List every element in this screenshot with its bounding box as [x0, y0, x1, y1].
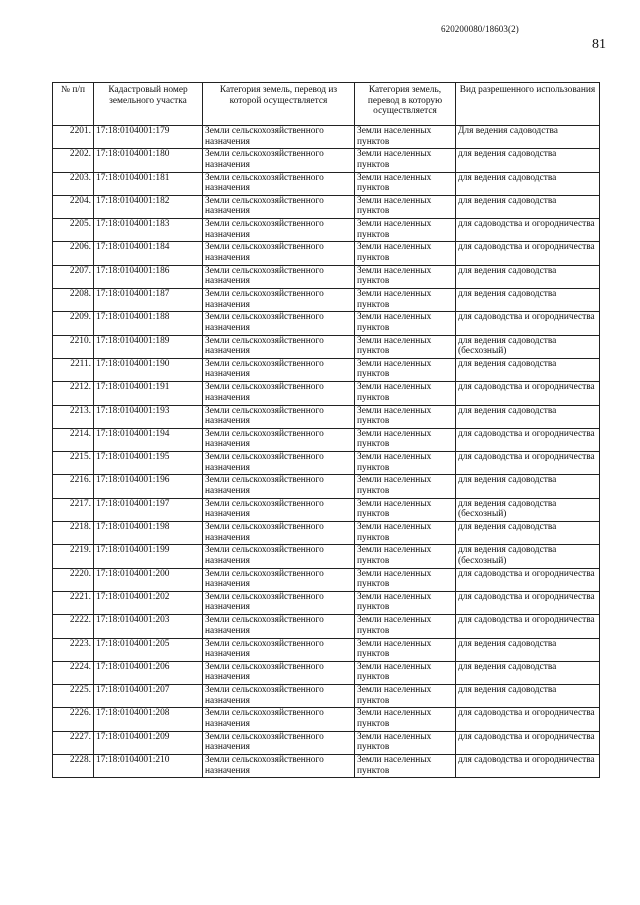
table-row — [53, 195, 600, 218]
table-row — [53, 358, 600, 381]
table-header-row — [53, 83, 600, 126]
cadastral-number: 17:18:0104001:197 — [94, 498, 203, 521]
category-from: Земли сельскохозяйственного назначения — [203, 545, 355, 568]
category-from: Земли сельскохозяйственного назначения — [203, 335, 355, 358]
table-row — [53, 755, 600, 778]
cadastral-number: 17:18:0104001:209 — [94, 731, 203, 754]
permitted-use: для ведения садоводства — [456, 172, 600, 195]
permitted-use: для садоводства и огородничества — [456, 219, 600, 242]
permitted-use: для садоводства и огородничества — [456, 591, 600, 614]
category-from: Земли сельскохозяйственного назначения — [203, 708, 355, 731]
category-from: Земли сельскохозяйственного назначения — [203, 219, 355, 242]
table-row — [53, 312, 600, 335]
table-row — [53, 242, 600, 265]
category-from: Земли сельскохозяйственного назначения — [203, 731, 355, 754]
permitted-use: для ведения садоводства — [456, 685, 600, 708]
cadastral-number: 17:18:0104001:198 — [94, 522, 203, 545]
category-to: Земли населенных пунктов — [355, 126, 456, 149]
row-number: 2228. — [53, 755, 94, 778]
category-to: Земли населенных пунктов — [355, 638, 456, 661]
page-number: 81 — [592, 37, 606, 52]
category-from: Земли сельскохозяйственного назначения — [203, 358, 355, 381]
row-number: 2227. — [53, 731, 94, 754]
cadastral-number: 17:18:0104001:182 — [94, 195, 203, 218]
category-to: Земли населенных пунктов — [355, 568, 456, 591]
permitted-use: для ведения садоводства — [456, 475, 600, 498]
category-from: Земли сельскохозяйственного назначения — [203, 242, 355, 265]
table-row — [53, 545, 600, 568]
permitted-use: для садоводства и огородничества — [456, 568, 600, 591]
table-row — [53, 149, 600, 172]
category-from: Земли сельскохозяйственного назначения — [203, 149, 355, 172]
permitted-use: для садоводства и огородничества — [456, 382, 600, 405]
header-cadastral-number: Кадастровый номер земельного участка — [94, 83, 203, 126]
category-to: Земли населенных пунктов — [355, 195, 456, 218]
category-to: Земли населенных пунктов — [355, 708, 456, 731]
category-to: Земли населенных пунктов — [355, 405, 456, 428]
category-from: Земли сельскохозяйственного назначения — [203, 661, 355, 684]
cadastral-number: 17:18:0104001:210 — [94, 755, 203, 778]
row-number: 2210. — [53, 335, 94, 358]
row-number: 2204. — [53, 195, 94, 218]
cadastral-number: 17:18:0104001:183 — [94, 219, 203, 242]
cadastral-number: 17:18:0104001:187 — [94, 289, 203, 312]
permitted-use: для ведения садоводства (бесхозный) — [456, 498, 600, 521]
row-number: 2217. — [53, 498, 94, 521]
table-row — [53, 126, 600, 149]
cadastral-number: 17:18:0104001:191 — [94, 382, 203, 405]
category-to: Земли населенных пунктов — [355, 755, 456, 778]
cadastral-number: 17:18:0104001:199 — [94, 545, 203, 568]
row-number: 2222. — [53, 615, 94, 638]
permitted-use: Для ведения садоводства — [456, 126, 600, 149]
cadastral-number: 17:18:0104001:189 — [94, 335, 203, 358]
permitted-use: для ведения садоводства — [456, 358, 600, 381]
table-body — [53, 126, 600, 778]
row-number: 2212. — [53, 382, 94, 405]
row-number: 2225. — [53, 685, 94, 708]
cadastral-number: 17:18:0104001:203 — [94, 615, 203, 638]
permitted-use: для ведения садоводства — [456, 661, 600, 684]
table-row — [53, 265, 600, 288]
cadastral-number: 17:18:0104001:186 — [94, 265, 203, 288]
table-row — [53, 685, 600, 708]
row-number: 2209. — [53, 312, 94, 335]
table-row — [53, 498, 600, 521]
table-row — [53, 568, 600, 591]
category-to: Земли населенных пунктов — [355, 545, 456, 568]
row-number: 2207. — [53, 265, 94, 288]
table-row — [53, 475, 600, 498]
cadastral-number: 17:18:0104001:184 — [94, 242, 203, 265]
category-to: Земли населенных пунктов — [355, 242, 456, 265]
category-from: Земли сельскохозяйственного назначения — [203, 312, 355, 335]
cadastral-number: 17:18:0104001:206 — [94, 661, 203, 684]
permitted-use: для ведения садоводства (бесхозный) — [456, 545, 600, 568]
category-to: Земли населенных пунктов — [355, 382, 456, 405]
row-number: 2211. — [53, 358, 94, 381]
row-number: 2218. — [53, 522, 94, 545]
permitted-use: для садоводства и огородничества — [456, 312, 600, 335]
category-to: Земли населенных пунктов — [355, 731, 456, 754]
header-category-to: Категория земель, перевод в которую осуществляется — [355, 83, 456, 126]
category-to: Земли населенных пунктов — [355, 265, 456, 288]
category-from: Земли сельскохозяйственного назначения — [203, 289, 355, 312]
table-row — [53, 335, 600, 358]
document-code: 620200080/18603(2) — [441, 24, 519, 34]
row-number: 2226. — [53, 708, 94, 731]
category-to: Земли населенных пунктов — [355, 522, 456, 545]
permitted-use: для ведения садоводства — [456, 289, 600, 312]
category-to: Земли населенных пунктов — [355, 219, 456, 242]
cadastral-number: 17:18:0104001:190 — [94, 358, 203, 381]
cadastral-number: 17:18:0104001:202 — [94, 591, 203, 614]
permitted-use: для садоводства и огородничества — [456, 755, 600, 778]
row-number: 2224. — [53, 661, 94, 684]
category-from: Земли сельскохозяйственного назначения — [203, 265, 355, 288]
category-from: Земли сельскохозяйственного назначения — [203, 685, 355, 708]
header-permitted-use: Вид разрешенного использования — [456, 83, 600, 126]
permitted-use: для ведения садоводства — [456, 405, 600, 428]
cadastral-number: 17:18:0104001:200 — [94, 568, 203, 591]
table-row — [53, 405, 600, 428]
category-to: Земли населенных пунктов — [355, 289, 456, 312]
category-to: Земли населенных пунктов — [355, 335, 456, 358]
category-to: Земли населенных пунктов — [355, 172, 456, 195]
permitted-use: для садоводства и огородничества — [456, 242, 600, 265]
category-from: Земли сельскохозяйственного назначения — [203, 382, 355, 405]
category-to: Земли населенных пунктов — [355, 452, 456, 475]
category-from: Земли сельскохозяйственного назначения — [203, 405, 355, 428]
cadastral-number: 17:18:0104001:193 — [94, 405, 203, 428]
row-number: 2213. — [53, 405, 94, 428]
category-to: Земли населенных пунктов — [355, 358, 456, 381]
table-row — [53, 522, 600, 545]
table-row — [53, 382, 600, 405]
permitted-use: для ведения садоводства — [456, 149, 600, 172]
category-from: Земли сельскохозяйственного назначения — [203, 638, 355, 661]
category-from: Земли сельскохозяйственного назначения — [203, 615, 355, 638]
category-from: Земли сельскохозяйственного назначения — [203, 452, 355, 475]
permitted-use: для садоводства и огородничества — [456, 615, 600, 638]
permitted-use: для ведения садоводства (бесхозный) — [456, 335, 600, 358]
row-number: 2220. — [53, 568, 94, 591]
row-number: 2206. — [53, 242, 94, 265]
row-number: 2205. — [53, 219, 94, 242]
category-from: Земли сельскохозяйственного назначения — [203, 522, 355, 545]
category-to: Земли населенных пунктов — [355, 591, 456, 614]
category-from: Земли сельскохозяйственного назначения — [203, 568, 355, 591]
cadastral-number: 17:18:0104001:194 — [94, 428, 203, 451]
row-number: 2202. — [53, 149, 94, 172]
row-number: 2223. — [53, 638, 94, 661]
cadastral-number: 17:18:0104001:181 — [94, 172, 203, 195]
table-row — [53, 289, 600, 312]
category-to: Земли населенных пунктов — [355, 149, 456, 172]
row-number: 2208. — [53, 289, 94, 312]
category-to: Земли населенных пунктов — [355, 685, 456, 708]
category-from: Земли сельскохозяйственного назначения — [203, 475, 355, 498]
cadastral-number: 17:18:0104001:179 — [94, 126, 203, 149]
permitted-use: для садоводства и огородничества — [456, 731, 600, 754]
category-to: Земли населенных пунктов — [355, 615, 456, 638]
header-number: № п/п — [53, 83, 94, 126]
category-from: Земли сельскохозяйственного назначения — [203, 195, 355, 218]
category-from: Земли сельскохозяйственного назначения — [203, 126, 355, 149]
row-number: 2221. — [53, 591, 94, 614]
table-row — [53, 172, 600, 195]
permitted-use: для ведения садоводства — [456, 265, 600, 288]
row-number: 2216. — [53, 475, 94, 498]
row-number: 2203. — [53, 172, 94, 195]
table-row — [53, 428, 600, 451]
cadastral-number: 17:18:0104001:207 — [94, 685, 203, 708]
table-row — [53, 452, 600, 475]
cadastral-number: 17:18:0104001:196 — [94, 475, 203, 498]
row-number: 2214. — [53, 428, 94, 451]
category-to: Земли населенных пунктов — [355, 312, 456, 335]
category-from: Земли сельскохозяйственного назначения — [203, 172, 355, 195]
permitted-use: для садоводства и огородничества — [456, 708, 600, 731]
cadastral-number: 17:18:0104001:205 — [94, 638, 203, 661]
category-from: Земли сельскохозяйственного назначения — [203, 591, 355, 614]
row-number: 2201. — [53, 126, 94, 149]
cadastral-number: 17:18:0104001:180 — [94, 149, 203, 172]
table-row — [53, 591, 600, 614]
category-to: Земли населенных пунктов — [355, 475, 456, 498]
category-from: Земли сельскохозяйственного назначения — [203, 755, 355, 778]
cadastral-number: 17:18:0104001:208 — [94, 708, 203, 731]
table-row — [53, 219, 600, 242]
permitted-use: для ведения садоводства — [456, 195, 600, 218]
category-to: Земли населенных пунктов — [355, 498, 456, 521]
table-row — [53, 615, 600, 638]
category-from: Земли сельскохозяйственного назначения — [203, 428, 355, 451]
header-category-from: Категория земель, перевод из которой осуществляется — [203, 83, 355, 126]
category-to: Земли населенных пунктов — [355, 661, 456, 684]
land-register-table — [52, 82, 600, 778]
table-row — [53, 731, 600, 754]
cadastral-number: 17:18:0104001:195 — [94, 452, 203, 475]
permitted-use: для ведения садоводства — [456, 522, 600, 545]
table-row — [53, 638, 600, 661]
permitted-use: для садоводства и огородничества — [456, 428, 600, 451]
category-from: Земли сельскохозяйственного назначения — [203, 498, 355, 521]
table-row — [53, 708, 600, 731]
table-row — [53, 661, 600, 684]
permitted-use: для ведения садоводства — [456, 638, 600, 661]
permitted-use: для садоводства и огородничества — [456, 452, 600, 475]
row-number: 2219. — [53, 545, 94, 568]
cadastral-number: 17:18:0104001:188 — [94, 312, 203, 335]
category-to: Земли населенных пунктов — [355, 428, 456, 451]
row-number: 2215. — [53, 452, 94, 475]
